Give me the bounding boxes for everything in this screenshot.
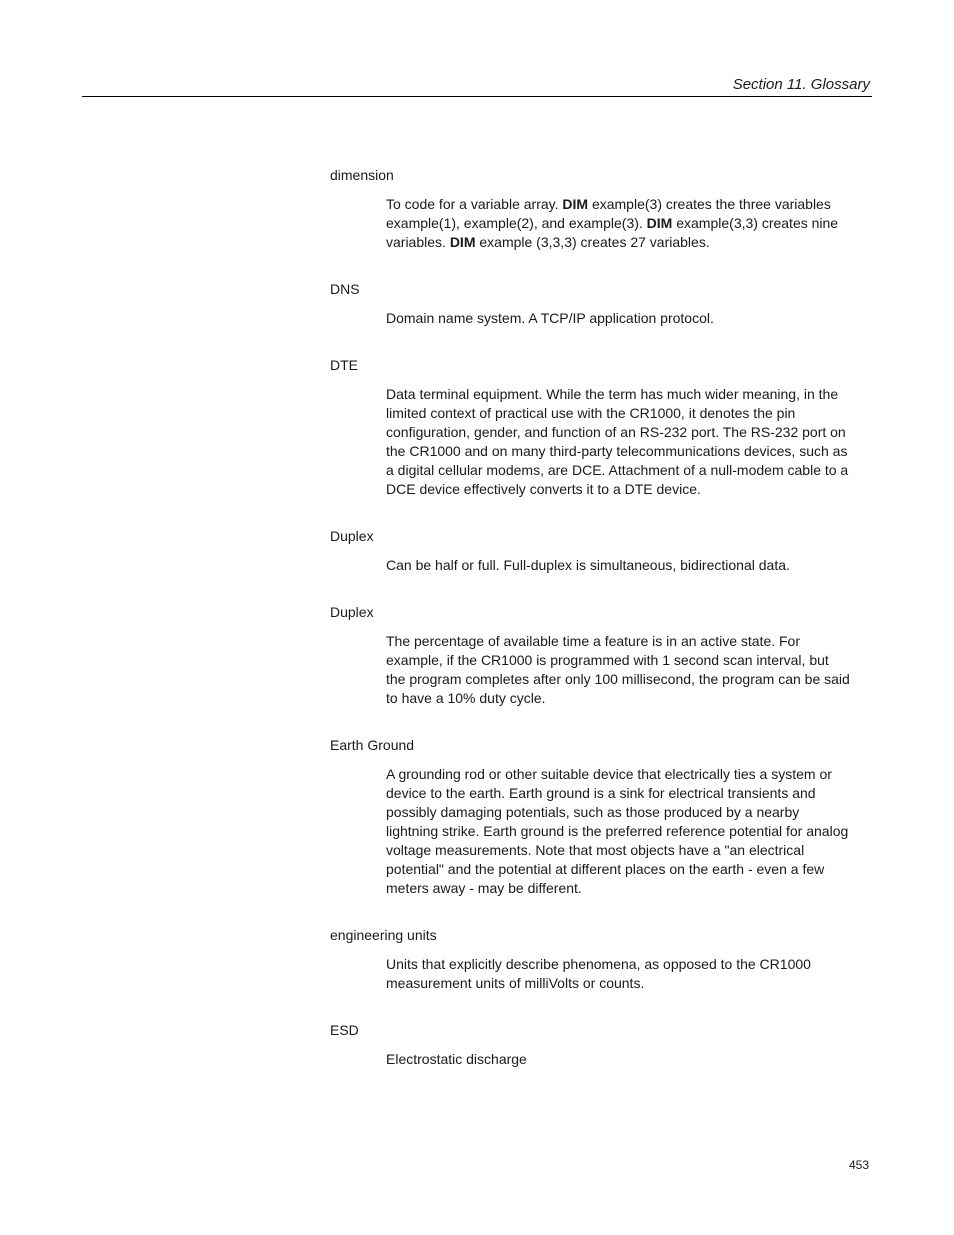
glossary-term: DNS [330,281,360,297]
glossary-term: DTE [330,357,358,373]
definition-text: Units that explicitly describe phenomena, as opposed to the CR1000 measurement units of milliVolts or counts. [386,956,811,991]
definition-text: Domain name system. A TCP/IP application protocol. [386,310,714,326]
keyword-text: DIM [646,215,673,231]
page-number: 453 [848,1158,869,1172]
glossary-term: Duplex [330,604,374,620]
glossary-term: dimension [330,167,394,183]
glossary-definition [386,765,850,898]
definition-text: Data terminal equipment. While the term has much wider meaning, in the limited context of practical use with the CR1000, it denotes the pin configuration, gender, and function of an RS-232 port. The RS-232 port on the CR1000 and on many third-party telecommunications devices, such as a digital cellular modems, are DCE. Attachment of a null-modem cable to a DCE device effectively converts it to a DTE device. [386,386,849,497]
definition-text: example (3,3,3) creates 27 variables. [475,234,710,250]
definition-text: To code for a variable array. [386,196,563,212]
glossary-entry [330,527,850,575]
glossary-entry [330,356,850,499]
definition-text: Can be half or full. Full-duplex is simultaneous, bidirectional data. [386,557,790,573]
glossary-definition [386,556,850,575]
glossary-definition [386,195,850,252]
definition-text: A grounding rod or other suitable device that electrically ties a system or device to the earth. Earth ground is a sink for electrical transients and possibly damaging potentials, such as those produced by a nearby lightning strike. Earth ground is the preferred reference potential for analog voltage measurements. Note that most objects have a "an electrical potential" and the potential at different places on the earth - even a few meters away - may be different. [386,766,849,896]
keyword-text: DIM [562,196,589,212]
glossary-term: ESD [330,1022,359,1038]
definition-text: The percentage of available time a feature is in an active state. For example, if the CR1000 is programmed with 1 second scan interval, but the program completes after only 100 millisecond, the program can be said to have a 10% duty cycle. [386,633,850,706]
glossary-entry [330,280,850,328]
header-divider [82,96,872,97]
glossary-term: Duplex [330,528,374,544]
definition-text: Electrostatic discharge [386,1051,527,1067]
section-title: Section 11. Glossary [732,76,870,93]
glossary-definition [386,385,850,499]
glossary-entry [330,736,850,898]
glossary-definition [386,1050,850,1069]
definition-text: example(3) creates the three variables example(1), example(2), and example(3). [386,196,831,231]
keyword-text: DIM [449,234,476,250]
glossary-term: engineering units [330,927,437,943]
glossary-entry [330,926,850,993]
glossary-entry [330,166,850,252]
glossary-term: Earth Ground [330,737,415,753]
definition-text: example(3,3) creates nine variables. [386,215,839,250]
glossary-definition [386,955,850,993]
glossary-definition [386,632,850,708]
glossary-entry [330,1021,850,1069]
glossary-list [330,166,850,1097]
glossary-entry [330,603,850,708]
glossary-definition [386,309,850,328]
